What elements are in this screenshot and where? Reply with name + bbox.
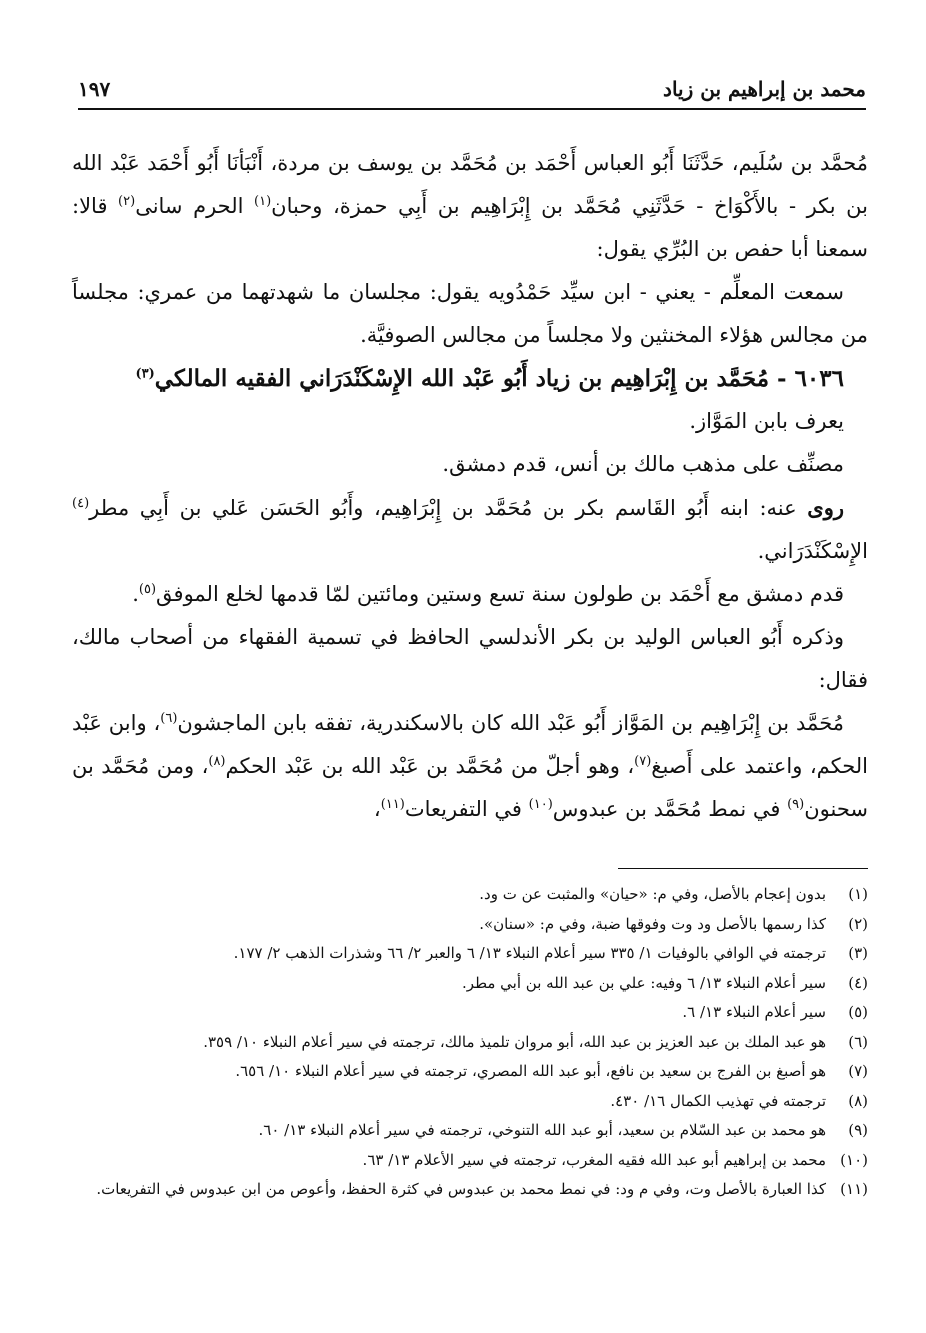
footnote-ref-5[interactable]: (٥) — [138, 582, 157, 597]
paragraph-mention: وذكره أَبُو العباس الوليد بن بكر الأندلسي الحافظ في تسمية الفقهاء من أصحاب مالك، فقال: — [72, 625, 868, 692]
paragraph-narrators: روى عنه: ابنه أَبُو القَاسم بكر بن مُحَمَّد بن إِبْرَاهِيم، وأَبُو الحَسَن عَلي بن أَبِي مطر$^{(٤)}$ الإِسْكَنْدَرَاني. — [72, 495, 868, 563]
paragraph-author: مصنِّف على مذهب مالك بن أنس، قدم دمشق. — [442, 452, 844, 476]
footnote-item: (١١) كذا العبارة بالأصل وت، وفي م ود: في نمط محمد بن عبدوس في كثرة الحفظ، وأعوص من ابن عبدوس في التفريعات. — [96, 1180, 868, 1198]
entry-heading: ٦٠٣٦ - مُحَمَّد بن إِبْرَاهِيم بن زياد أَبُو عَبْد الله الإِسْكَنْدَرَاني الفقيه المالكي$^{(٣)}$ — [135, 365, 844, 392]
footnote-ref-7[interactable]: (٧) — [634, 754, 652, 769]
footnote-ref-4[interactable]: (٤) — [72, 496, 90, 511]
footnote-item: (٦) هو عبد الملك بن عبد العزيز بن عبد الله، أبو مروان تلميذ مالك، ترجمته في سير أعلام النبلاء ١٠/ ٣٥٩. — [203, 1032, 868, 1051]
footnote-divider — [618, 868, 868, 869]
footnote-item: (٤) سير أعلام النبلاء ١٣/ ٦ وفيه: علي بن عبد الله بن أبي مطر. — [462, 973, 868, 992]
page-number: ١٩٧ — [78, 77, 111, 101]
footnote-item: (١٠) محمد بن إبراهيم أبو عبد الله فقيه المغرب، ترجمته في سير الأعلام ١٣/ ٦٣. — [362, 1150, 868, 1169]
footnote-ref-10[interactable]: (١٠) — [528, 797, 553, 812]
lead-word-rawa: روى — [807, 495, 844, 520]
footnotes-list — [72, 880, 868, 1205]
footnote-ref-9[interactable]: (٩) — [787, 797, 805, 812]
paragraph-quote: سمعت المعلِّم - يعني - ابن سيِّد حَمْدُويه يقول: مجلسان ما شهدتهما من عمري: مجلساً من مجالس هؤلاء المخنثين ولا مجلساً من مجالس الصوفيَّة. — [72, 280, 868, 347]
footnote-ref-2[interactable]: (٢) — [118, 194, 136, 209]
footnote-item: (١) بدون إعجام بالأصل، وفي م: «حيان» والمثبت عن ت ود. — [479, 885, 868, 903]
footnote-ref-8[interactable]: (٨) — [208, 754, 226, 769]
footnote-ref-11[interactable]: (١١) — [380, 797, 405, 812]
footnote-item: (٩) هو محمد بن عبد السّلام بن سعيد، أبو عبد الله التنوخي، ترجمته في سير أعلام النبلاء ١٣/ ٦٠. — [258, 1121, 868, 1139]
running-title: محمد بن إبراهيم بن زياد — [663, 77, 866, 101]
footnote-item: (٢) كذا رسمها بالأصل ود وت وفوقها ضبة، وفي م: «سنان». — [479, 914, 868, 933]
footnote-item: (٥) سير أعلام النبلاء ١٣/ ٦. — [682, 1003, 868, 1021]
paragraph-isnad: مُحمَّد بن سُلَيم، حَدَّثَنَا أَبُو العباس أَحْمَد بن مُحَمَّد بن يوسف بن مردة، أَنْبَأنَا أَبُو أَحْمَد عَبْد الله بن بكر - بالأَكْوَاخ - حَدَّثَنِي مُحَمَّد بن إِبْرَاهِيم بن أَبِي حمزة، وحبان$^{(١)}$ الحرم سانى$^{(٢)}$ قالا: سمعنا أبا حفص بن البُرِّي يقول: — [72, 151, 868, 261]
paragraph-biography: مُحَمَّد بن إِبْرَاهِيم بن المَوَّاز أَبُو عَبْد الله كان بالاسكندرية، تفقه بابن الماجشون$^{(٦)}$، وابن عَبْد الحكم، واعتمد على أَصبغ$^{(٧)}$، وهو أجلّ من مُحَمَّد بن عَبْد الله بن عَبْد الحكم$^{(٨)}$، ومن مُحَمَّد بن سحنون$^{(٩)}$ في نمط مُحَمَّد بن عبدوس$^{(١٠)}$ في التفريعات$^{(١١)}$، — [72, 711, 869, 821]
footnote-ref-6[interactable]: (٦) — [160, 711, 178, 726]
paragraph-arrival: قدم دمشق مع أَحْمَد بن طولون سنة تسع وستين ومائتين لمّا قدمها لخلع الموفق$^{(٥)}$. — [132, 582, 844, 606]
footnote-item: (٨) ترجمته في تهذيب الكمال ١٦/ ٤٣٠. — [610, 1091, 868, 1110]
paragraph-known-as: يعرف بابن المَوَّاز. — [689, 409, 844, 433]
footnote-item: (٧) هو أصبغ بن الفرج بن سعيد بن نافع، أبو عبد الله المصري، ترجمته في سير أعلام النبلاء ١٠/ ٦٥٦. — [235, 1062, 868, 1080]
footnote-ref-3[interactable]: (٣) — [135, 366, 155, 382]
footnote-ref-1[interactable]: (١) — [254, 194, 272, 209]
page-header — [78, 70, 866, 110]
footnote-item: (٣) ترجمته في الوافي بالوفيات ١/ ٣٣٥ سير أعلام النبلاء ١٣/ ٦ والعبر ٢/ ٦٦ وشذرات الذهب ٢/ ١٧٧. — [233, 944, 868, 962]
main-text — [72, 142, 868, 831]
